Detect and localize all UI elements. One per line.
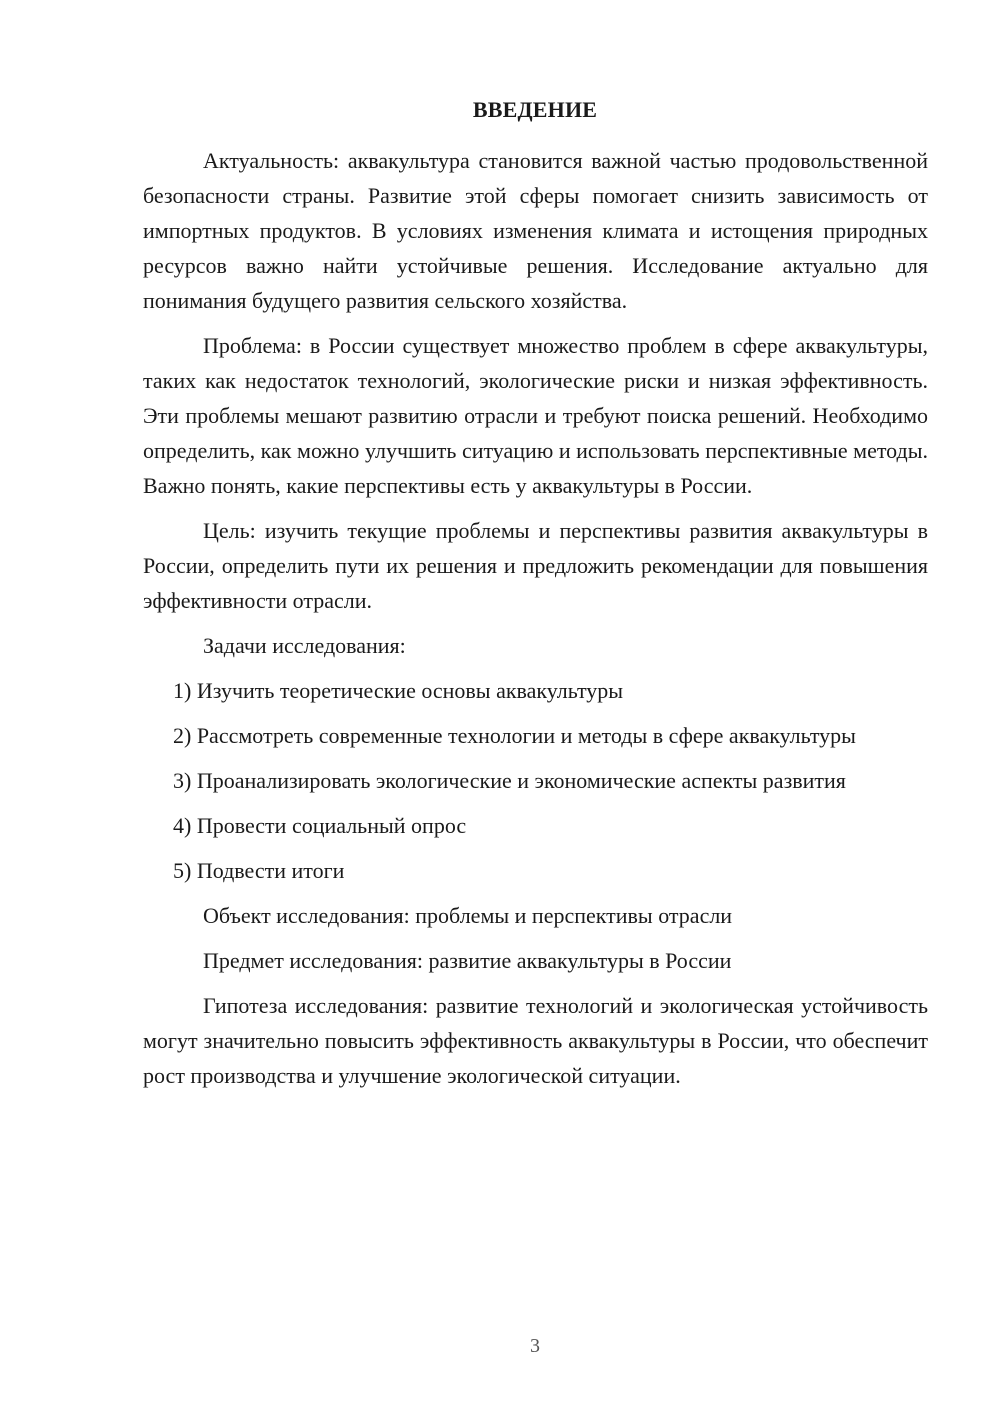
document-body <box>143 143 928 1093</box>
problem-paragraph: Проблема: в России существует множество проблем в сфере аквакультуры, таких как недостаток технологий, экологические риски и низкая эффективность. Эти проблемы мешают развитию отрасли и требуют поиска решений. Необходимо определить, как можно улучшить ситуацию и использовать перспективные методы. Важно понять, какие перспективы есть у аквакультуры в России. <box>143 333 928 498</box>
object-paragraph: Объект исследования: проблемы и перспективы отрасли <box>203 903 733 928</box>
task-item: 2) Рассмотреть современные технологии и методы в сфере аквакультуры <box>173 723 856 748</box>
subject-paragraph: Предмет исследования: развитие аквакультуры в России <box>203 948 732 973</box>
task-item: 1) Изучить теоретические основы аквакультуры <box>173 678 624 703</box>
relevance-paragraph: Актуальность: аквакультура становится важной частью продовольственной безопасности страны. Развитие этой сферы помогает снизить зависимость от импортных продуктов. В условиях изменения климата и истощения природных ресурсов важно найти устойчивые решения. Исследование актуально для понимания будущего развития сельского хозяйства. <box>143 148 928 313</box>
page-title: ВВЕДЕНИЕ <box>472 97 598 122</box>
task-item: 4) Провести социальный опрос <box>173 813 467 838</box>
page-number: 3 <box>530 1335 540 1357</box>
hypothesis-paragraph: Гипотеза исследования: развитие технологий и экологическая устойчивость могут значительно повысить эффективность аквакультуры в России, что обеспечит рост производства и улучшение экологической ситуации. <box>143 993 928 1088</box>
task-item: 5) Подвести итоги <box>173 858 345 883</box>
tasks-title: Задачи исследования: <box>203 633 406 658</box>
goal-paragraph: Цель: изучить текущие проблемы и перспективы развития аквакультуры в России, определить пути их решения и предложить рекомендации для повышения эффективности отрасли. <box>143 518 928 613</box>
task-item: 3) Проанализировать экологические и экономические аспекты развития <box>173 768 846 793</box>
